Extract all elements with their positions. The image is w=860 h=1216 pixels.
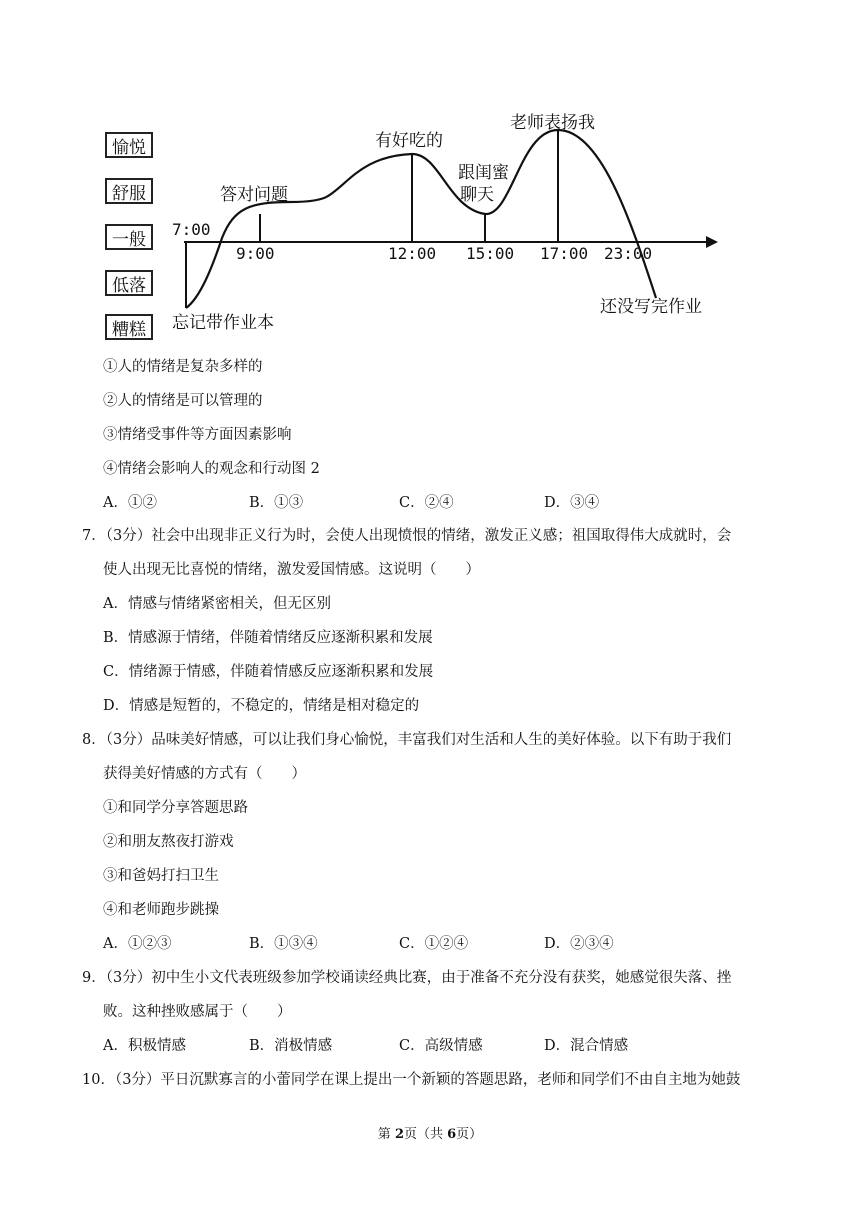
q8-option-a[interactable]: A．①②③	[103, 936, 172, 952]
q8-statement-3: ③和爸妈打扫卫生	[103, 868, 219, 884]
q9-option-b[interactable]: B．消极情感	[249, 1038, 333, 1054]
mood-curve-line	[186, 130, 656, 308]
mood-box-bad: 糟糕	[105, 314, 153, 340]
tick-12: 12:00	[388, 244, 437, 263]
footer-middle: 页（共	[403, 1127, 448, 1142]
q6-option-b[interactable]: B．①③	[249, 495, 304, 511]
q6-options	[103, 493, 703, 513]
q8-statement-4: ④和老师跑步跳操	[103, 902, 219, 918]
mood-box-delight: 愉悦	[105, 132, 153, 158]
q8-options	[103, 934, 703, 954]
q8-stem-line2: 获得美好情感的方式有（ ）	[103, 766, 306, 782]
footer-suffix: 页）	[456, 1127, 483, 1142]
event-forgot-homework: 忘记带作业本	[172, 313, 274, 333]
q9-option-d[interactable]: D．混合情感	[544, 1038, 629, 1054]
event-unfinished-homework: 还没写完作业	[600, 297, 702, 317]
q8-stem-line1: 8．（3分）品味美好情感，可以让我们身心愉悦，丰富我们对生活和人生的美好体验。以下有助于我们	[82, 732, 732, 748]
tick-17: 17:00	[540, 244, 589, 263]
event-chat-line1: 跟闺蜜	[458, 163, 509, 183]
q9-option-a[interactable]: A．积极情感	[103, 1038, 186, 1054]
event-chat-line2: 聊天	[460, 185, 494, 205]
page-footer	[0, 1126, 860, 1144]
q6-statement-3: ③情绪受事件等方面因素影响	[103, 427, 292, 443]
mood-chart-figure	[100, 108, 740, 348]
q7-option-a[interactable]: A．情感与情绪紧密相关，但无区别	[103, 596, 331, 612]
q6-option-c[interactable]: C．②④	[399, 495, 454, 511]
axis-arrow-icon	[706, 236, 718, 248]
tick-7: 7:00	[172, 220, 211, 239]
event-answer-correct: 答对问题	[220, 185, 288, 205]
footer-prefix: 第	[377, 1127, 395, 1142]
footer-current-page: 2	[394, 1127, 404, 1142]
event-teacher-praise: 老师表扬我	[510, 113, 595, 133]
mood-box-low: 低落	[105, 270, 153, 296]
q6-option-d[interactable]: D．③④	[544, 495, 600, 511]
q9-option-c[interactable]: C．高级情感	[399, 1038, 483, 1054]
q7-option-b[interactable]: B．情感源于情绪，伴随着情绪反应逐渐积累和发展	[103, 630, 433, 646]
q8-option-d[interactable]: D．②③④	[544, 936, 614, 952]
q9-stem-line2: 败。这种挫败感属于（ ）	[103, 1004, 292, 1020]
q6-statement-2: ②人的情绪是可以管理的	[103, 393, 263, 409]
q9-options	[103, 1036, 703, 1056]
q8-option-b[interactable]: B．①③④	[249, 936, 318, 952]
q7-stem-line2: 使人出现无比喜悦的情绪，激发爱国情感。这说明（ ）	[103, 562, 480, 578]
mood-box-normal: 一般	[105, 224, 153, 250]
q8-statement-1: ①和同学分享答题思路	[103, 800, 248, 816]
q7-option-c[interactable]: C．情绪源于情感，伴随着情感反应逐渐积累和发展	[103, 664, 434, 680]
q6-statement-1: ①人的情绪是复杂多样的	[103, 359, 263, 375]
tick-23: 23:00	[604, 244, 653, 263]
q8-statement-2: ②和朋友熬夜打游戏	[103, 834, 234, 850]
footer-total-pages: 6	[447, 1127, 457, 1142]
q9-stem-line1: 9．（3分）初中生小文代表班级参加学校诵读经典比赛，由于准备不充分没有获奖，她感觉很失落、挫	[82, 970, 732, 986]
event-tasty-food: 有好吃的	[375, 131, 443, 151]
q7-stem-line1: 7．（3分）社会中出现非正义行为时，会使人出现愤恨的情绪，激发正义感；祖国取得伟大成就时，会	[82, 528, 732, 544]
tick-15: 15:00	[466, 244, 515, 263]
q6-statement-4: ④情绪会影响人的观念和行动图 2	[103, 461, 320, 477]
q8-option-c[interactable]: C．①②④	[399, 936, 469, 952]
q7-option-d[interactable]: D．情感是短暂的，不稳定的，情绪是相对稳定的	[103, 698, 420, 714]
tick-9: 9:00	[236, 244, 275, 263]
q6-option-a[interactable]: A．①②	[103, 495, 157, 511]
q10-stem-line1: 10．（3分）平日沉默寡言的小蕾同学在课上提出一个新颖的答题思路，老师和同学们不由自主地为她鼓	[82, 1072, 741, 1088]
mood-box-comfortable: 舒服	[105, 178, 153, 204]
